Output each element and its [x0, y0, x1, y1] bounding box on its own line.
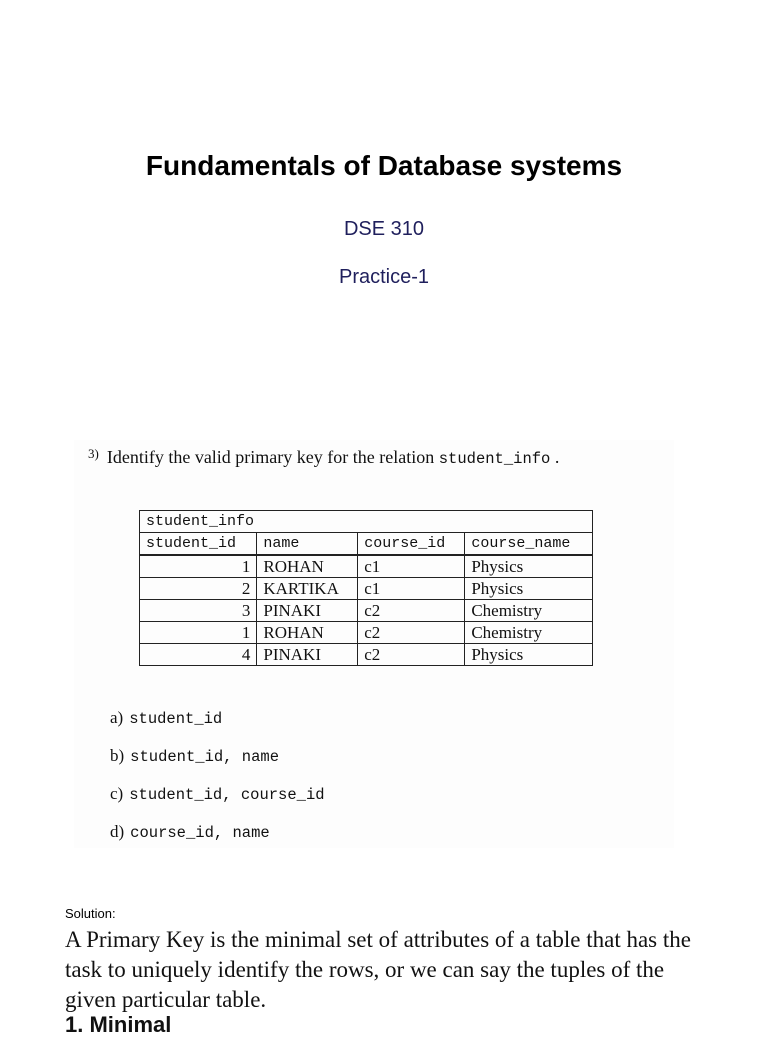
- option-text: student_id: [129, 710, 223, 728]
- solution-label: Solution:: [65, 906, 116, 921]
- table-cell: 4: [140, 644, 257, 666]
- table-cell: Physics: [465, 555, 593, 578]
- practice-label: Practice-1: [338, 266, 430, 288]
- option-text: student_id, name: [130, 748, 279, 766]
- option-label: a): [110, 708, 124, 727]
- question-prefix: Identify the valid primary key for the relation: [106, 447, 439, 467]
- option-text: student_id, course_id: [129, 786, 325, 804]
- table-cell: Chemistry: [465, 622, 593, 644]
- column-header: course_name: [465, 533, 593, 556]
- option-label: d): [110, 822, 125, 841]
- table-header-row: [140, 533, 593, 556]
- column-header: course_id: [358, 533, 465, 556]
- table-cell: 1: [140, 555, 257, 578]
- question-image: [74, 440, 674, 848]
- table-cell: c2: [358, 600, 465, 622]
- solution-text: A Primary Key is the minimal set of attributes of a table that has the task to uniquely identify the rows, or we can say the tuples of the given particular table.: [65, 927, 691, 1012]
- table-cell: 1: [140, 622, 257, 644]
- question-relation: student_info: [438, 450, 551, 468]
- table-cell: Physics: [465, 578, 593, 600]
- option-b: [110, 746, 279, 766]
- option-label: c): [110, 784, 124, 803]
- option-label: b): [110, 746, 125, 765]
- table-caption: student_info: [140, 511, 593, 533]
- table-cell: KARTIKA: [257, 578, 358, 600]
- course-code: DSE 310: [343, 218, 425, 240]
- table-row: [140, 644, 593, 666]
- table-cell: PINAKI: [257, 644, 358, 666]
- table-cell: 3: [140, 600, 257, 622]
- table-row: [140, 622, 593, 644]
- table-row: [140, 600, 593, 622]
- option-text: course_id, name: [130, 824, 270, 842]
- table-cell: ROHAN: [257, 622, 358, 644]
- question-suffix: .: [550, 447, 560, 467]
- table-cell: ROHAN: [257, 555, 358, 578]
- document-title: Fundamentals of Database systems: [145, 150, 623, 181]
- student-info-table: [139, 510, 593, 666]
- table-cell: Chemistry: [465, 600, 593, 622]
- question-text: [88, 446, 559, 468]
- option-a: [110, 708, 222, 728]
- table-cell: c2: [358, 622, 465, 644]
- table-cell: c1: [358, 555, 465, 578]
- option-c: [110, 784, 325, 804]
- solution-next-line: 1. Minimal: [65, 1012, 172, 1037]
- table-cell: Physics: [465, 644, 593, 666]
- column-header: student_id: [140, 533, 257, 556]
- table-cell: 2: [140, 578, 257, 600]
- table-cell: c2: [358, 644, 465, 666]
- question-number: 3): [88, 446, 99, 461]
- table-cell: PINAKI: [257, 600, 358, 622]
- table-cell: c1: [358, 578, 465, 600]
- table-row: [140, 578, 593, 600]
- column-header: name: [257, 533, 358, 556]
- option-d: [110, 822, 270, 842]
- table-row: [140, 555, 593, 578]
